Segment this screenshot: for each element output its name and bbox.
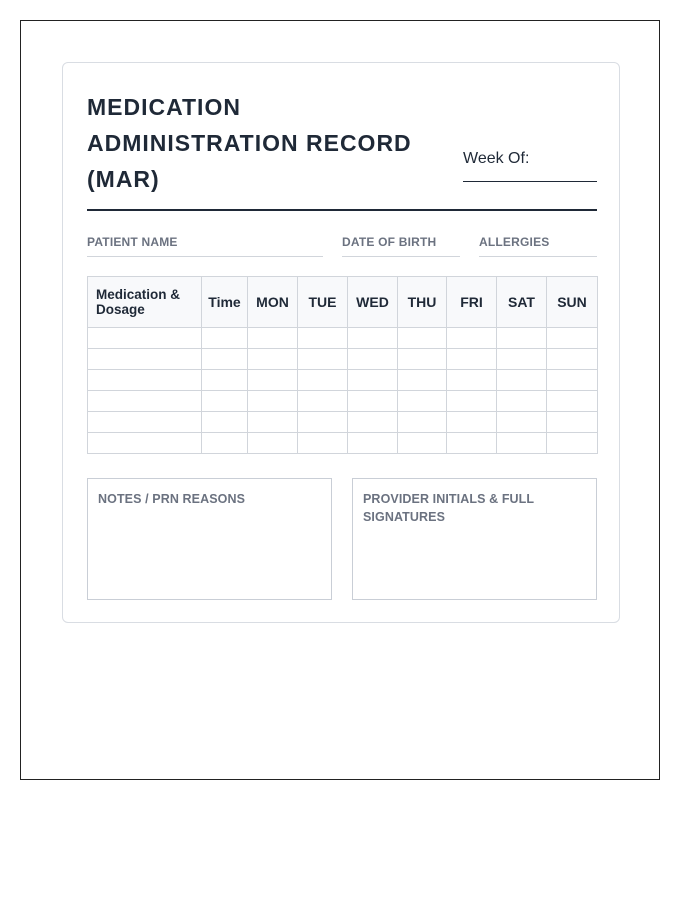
cell-fri[interactable] — [447, 370, 497, 391]
cell-tue[interactable] — [298, 328, 348, 349]
date-of-birth-label: DATE OF BIRTH — [342, 235, 437, 249]
mar-form-card — [62, 62, 620, 623]
header-sat: SAT — [497, 277, 547, 328]
cell-fri[interactable] — [447, 328, 497, 349]
table-row — [88, 370, 598, 391]
cell-fri[interactable] — [447, 412, 497, 433]
cell-time[interactable] — [202, 433, 248, 454]
cell-sun[interactable] — [547, 391, 598, 412]
patient-name-field[interactable] — [87, 233, 323, 257]
cell-wed[interactable] — [348, 349, 398, 370]
cell-thu[interactable] — [398, 328, 447, 349]
header-wed: WED — [348, 277, 398, 328]
cell-thu[interactable] — [398, 391, 447, 412]
cell-mon[interactable] — [248, 328, 298, 349]
form-header — [87, 87, 597, 211]
notes-prn-label: NOTES / PRN REASONS — [98, 492, 246, 506]
cell-fri[interactable] — [447, 349, 497, 370]
cell-medication[interactable] — [88, 349, 202, 370]
cell-sat[interactable] — [497, 349, 547, 370]
cell-tue[interactable] — [298, 433, 348, 454]
cell-mon[interactable] — [248, 433, 298, 454]
cell-time[interactable] — [202, 412, 248, 433]
cell-wed[interactable] — [348, 391, 398, 412]
cell-thu[interactable] — [398, 412, 447, 433]
cell-medication[interactable] — [88, 370, 202, 391]
cell-medication[interactable] — [88, 433, 202, 454]
title-line-1: MEDICATION — [87, 94, 241, 120]
cell-tue[interactable] — [298, 370, 348, 391]
cell-sun[interactable] — [547, 412, 598, 433]
table-row — [88, 433, 598, 454]
form-title — [87, 89, 447, 197]
header-time: Time — [202, 277, 248, 328]
provider-signatures-label: PROVIDER INITIALS & FULL SIGNATURES — [363, 492, 534, 524]
cell-wed[interactable] — [348, 433, 398, 454]
cell-thu[interactable] — [398, 349, 447, 370]
cell-sat[interactable] — [497, 412, 547, 433]
patient-name-label: PATIENT NAME — [87, 235, 178, 249]
table-row — [88, 391, 598, 412]
week-of-field[interactable] — [463, 149, 597, 182]
title-line-2: ADMINISTRATION RECORD — [87, 130, 412, 156]
cell-sat[interactable] — [497, 328, 547, 349]
cell-time[interactable] — [202, 328, 248, 349]
date-of-birth-field[interactable] — [342, 233, 460, 257]
cell-medication[interactable] — [88, 412, 202, 433]
cell-sun[interactable] — [547, 370, 598, 391]
cell-mon[interactable] — [248, 391, 298, 412]
cell-sun[interactable] — [547, 328, 598, 349]
cell-sat[interactable] — [497, 433, 547, 454]
header-fri: FRI — [447, 277, 497, 328]
document-page — [20, 20, 660, 780]
cell-mon[interactable] — [248, 412, 298, 433]
cell-wed[interactable] — [348, 370, 398, 391]
week-of-label: Week Of: — [463, 150, 530, 167]
cell-medication[interactable] — [88, 328, 202, 349]
table-header-row — [88, 277, 598, 328]
allergies-label: ALLERGIES — [479, 235, 550, 249]
provider-signatures-box[interactable] — [352, 478, 597, 600]
cell-sat[interactable] — [497, 391, 547, 412]
table-row — [88, 412, 598, 433]
cell-tue[interactable] — [298, 349, 348, 370]
allergies-field[interactable] — [479, 233, 597, 257]
cell-thu[interactable] — [398, 433, 447, 454]
cell-time[interactable] — [202, 370, 248, 391]
cell-fri[interactable] — [447, 391, 497, 412]
table-row — [88, 349, 598, 370]
cell-fri[interactable] — [447, 433, 497, 454]
cell-time[interactable] — [202, 391, 248, 412]
medication-table — [87, 276, 598, 454]
cell-wed[interactable] — [348, 328, 398, 349]
cell-tue[interactable] — [298, 412, 348, 433]
cell-sun[interactable] — [547, 433, 598, 454]
cell-thu[interactable] — [398, 370, 447, 391]
header-mon: MON — [248, 277, 298, 328]
week-of-line[interactable] — [463, 181, 597, 182]
cell-sat[interactable] — [497, 370, 547, 391]
cell-sun[interactable] — [547, 349, 598, 370]
table-body — [88, 328, 598, 454]
title-line-3: (MAR) — [87, 166, 160, 192]
header-tue: TUE — [298, 277, 348, 328]
cell-tue[interactable] — [298, 391, 348, 412]
cell-medication[interactable] — [88, 391, 202, 412]
table-row — [88, 328, 598, 349]
cell-mon[interactable] — [248, 349, 298, 370]
header-medication-dosage: Medication & Dosage — [88, 277, 202, 328]
cell-mon[interactable] — [248, 370, 298, 391]
cell-time[interactable] — [202, 349, 248, 370]
notes-prn-box[interactable] — [87, 478, 332, 600]
header-thu: THU — [398, 277, 447, 328]
cell-wed[interactable] — [348, 412, 398, 433]
header-sun: SUN — [547, 277, 598, 328]
